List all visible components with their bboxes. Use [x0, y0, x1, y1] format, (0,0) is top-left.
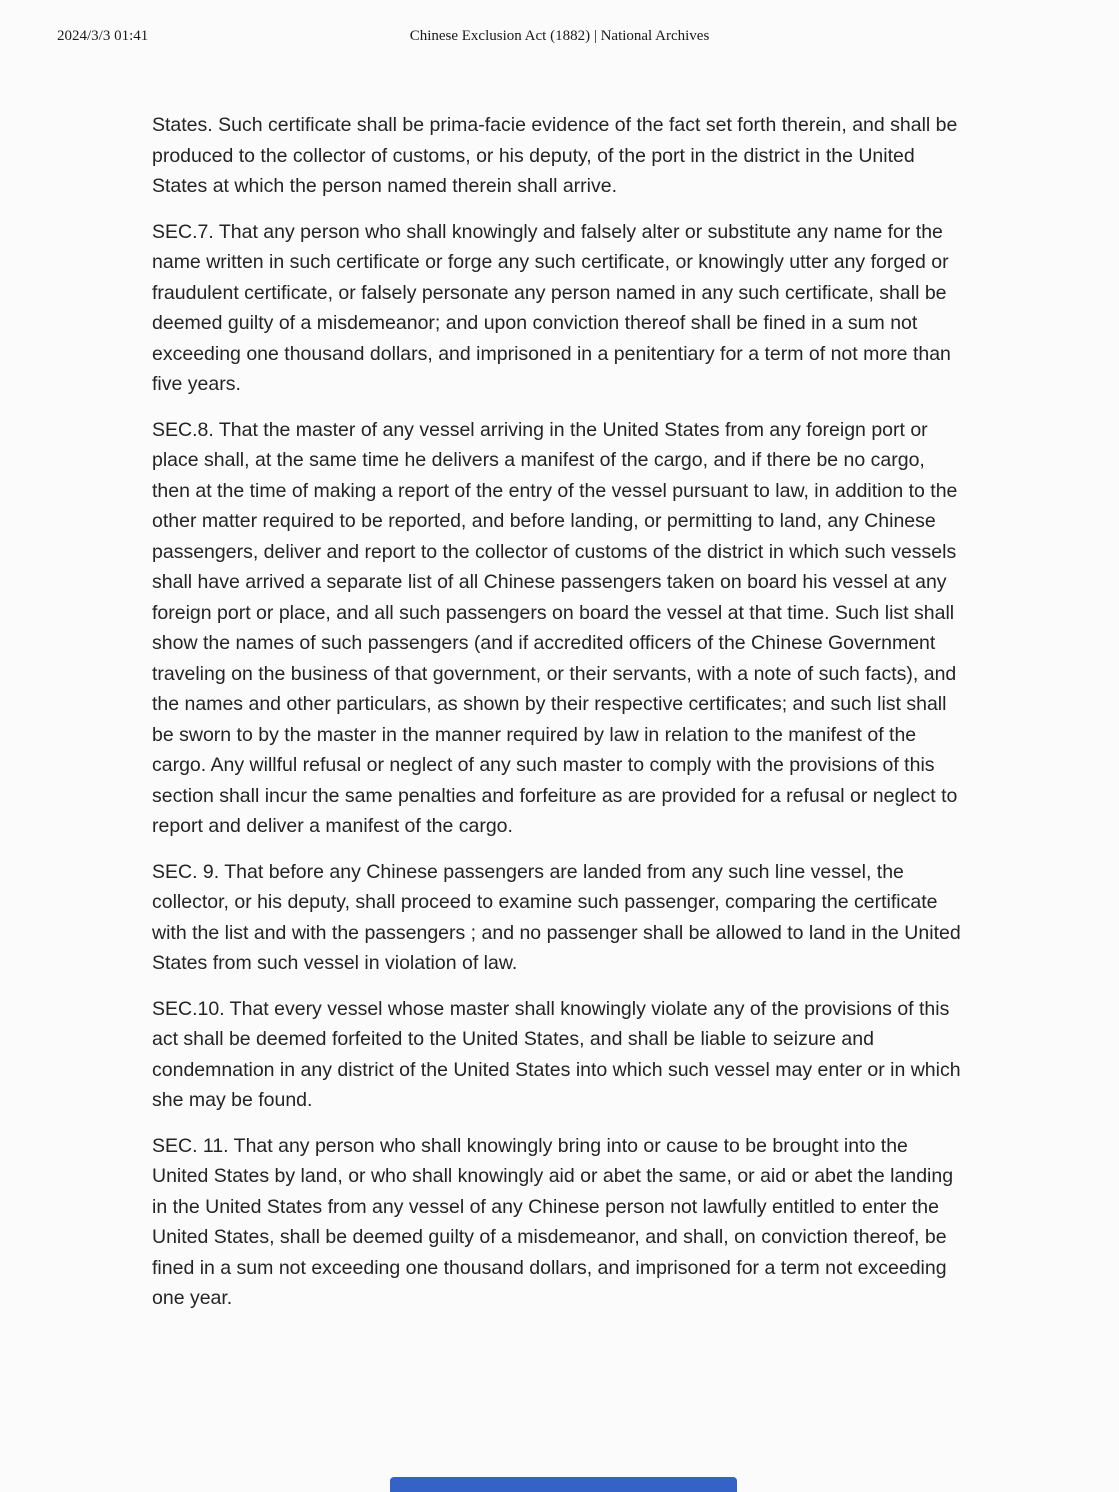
body-paragraph: SEC. 9. That before any Chinese passengers are landed from any such line vessel, the collector, or his deputy, shall proceed to examine such passenger, comparing the certificate with the list and with the passengers ; and no passenger shall be allowed to land in the United States from such vessel in violation of law. — [152, 860, 961, 974]
bottom-blue-button-edge[interactable] — [390, 1477, 737, 1492]
body-paragraph: SEC.10. That every vessel whose master shall knowingly violate any of the provisions of this act shall be deemed forfeited to the United States, and shall be liable to seizure and condemnation in any district of the United States into which such vessel may enter or in which she may be found. — [152, 997, 961, 1111]
print-header — [0, 28, 1119, 50]
body-paragraph: SEC.8. That the master of any vessel arriving in the United States from any foreign port or place shall, at the same time he delivers a manifest of the cargo, and if there be no cargo, then at the time of making a report of the entry of the vessel pursuant to law, in addition to the other matter required to be reported, and before landing, or permitting to land, any Chinese passengers, deliver and report to the collector of customs of the district in which such vessels shall have arrived a separate list of all Chinese passengers taken on board his vessel at any foreign port or place, and all such passengers on board the vessel at that time. Such list shall show the names of such passengers (and if accredited officers of the Chinese Government traveling on the business of that government, or their servants, with a note of such facts), and the names and other particulars, as shown by their respective certificates; and such list shall be sworn to by the master in the manner required by law in relation to the manifest of the cargo. Any willful refusal or neglect of any such master to comply with the provisions of this section shall incur the same penalties and forfeiture as are provided for a refusal or neglect to report and deliver a manifest of the cargo. — [152, 418, 958, 837]
document-body — [152, 110, 968, 1329]
body-paragraph: SEC.7. That any person who shall knowingly and falsely alter or substitute any name for the name written in such certificate or forge any such certificate, or knowingly utter any forged or fraudulent certificate, or falsely personate any person named in any such certificate, shall be deemed guilty of a misdemeanor; and upon conviction thereof shall be fined in a sum not exceeding one thousand dollars, and imprisoned in a penitentiary for a term of not more than five years. — [152, 220, 951, 395]
page-title: Chinese Exclusion Act (1882) | National Archives — [409, 28, 710, 44]
print-timestamp: 2024/3/3 01:41 — [57, 28, 149, 44]
body-paragraph: SEC. 11. That any person who shall knowingly bring into or cause to be brought into the United States by land, or who shall knowingly aid or abet the same, or aid or abet the landing in the United States from any vessel of any Chinese person not lawfully entitled to enter the United States, shall be deemed guilty of a misdemeanor, and shall, on conviction thereof, be fined in a sum not exceeding one thousand dollars, and imprisoned for a term not exceeding one year. — [152, 1134, 954, 1309]
body-paragraph: States. Such certificate shall be prima-facie evidence of the fact set forth therein, and shall be produced to the collector of customs, or his deputy, of the port in the district in the United States at which the person named therein shall arrive. — [152, 114, 958, 197]
